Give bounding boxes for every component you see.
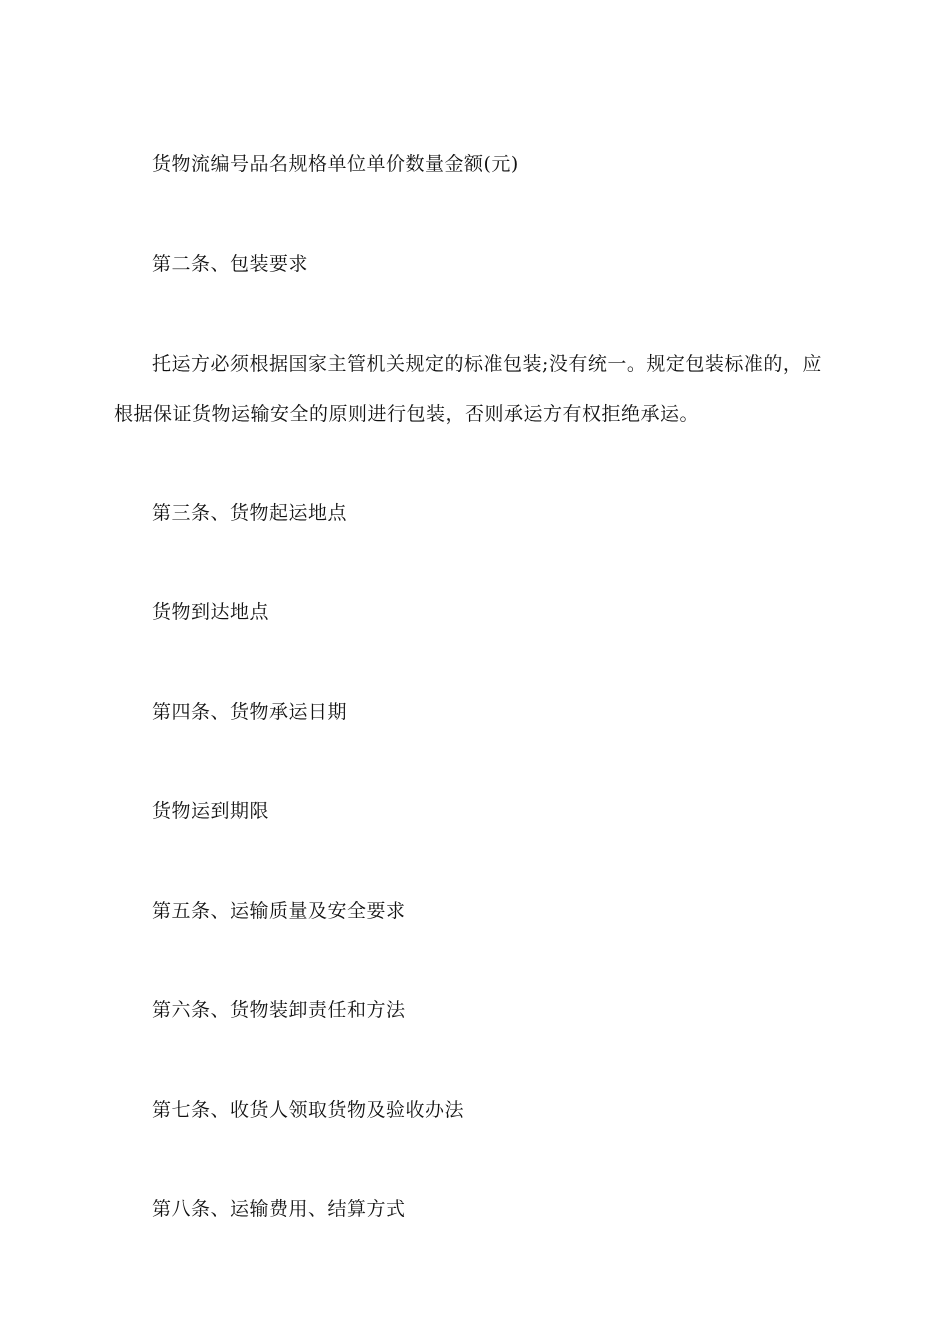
packaging-requirements-paragraph: 托运方必须根据国家主管机关规定的标准包装;没有统一。规定包装标准的，应根据保证货物运输安全的原则进行包装，否则承运方有权拒绝承运。 bbox=[114, 353, 822, 425]
article-5-heading: 第五条、运输质量及安全要求 bbox=[152, 900, 406, 922]
article-2-heading: 第二条、包装要求 bbox=[152, 253, 309, 275]
arrival-location-line: 货物到达地点 bbox=[152, 601, 270, 623]
article-3-heading: 第三条、货物起运地点 bbox=[152, 502, 348, 524]
article-7-heading: 第七条、收货人领取货物及验收办法 bbox=[152, 1099, 465, 1121]
article-6-heading: 第六条、货物装卸责任和方法 bbox=[152, 999, 406, 1021]
article-4-heading: 第四条、货物承运日期 bbox=[152, 701, 348, 723]
cargo-table-header-line: 货物流编号品名规格单位单价数量金额(元) bbox=[152, 153, 519, 175]
article-8-heading: 第八条、运输费用、结算方式 bbox=[152, 1198, 406, 1220]
delivery-deadline-line: 货物运到期限 bbox=[152, 800, 270, 822]
